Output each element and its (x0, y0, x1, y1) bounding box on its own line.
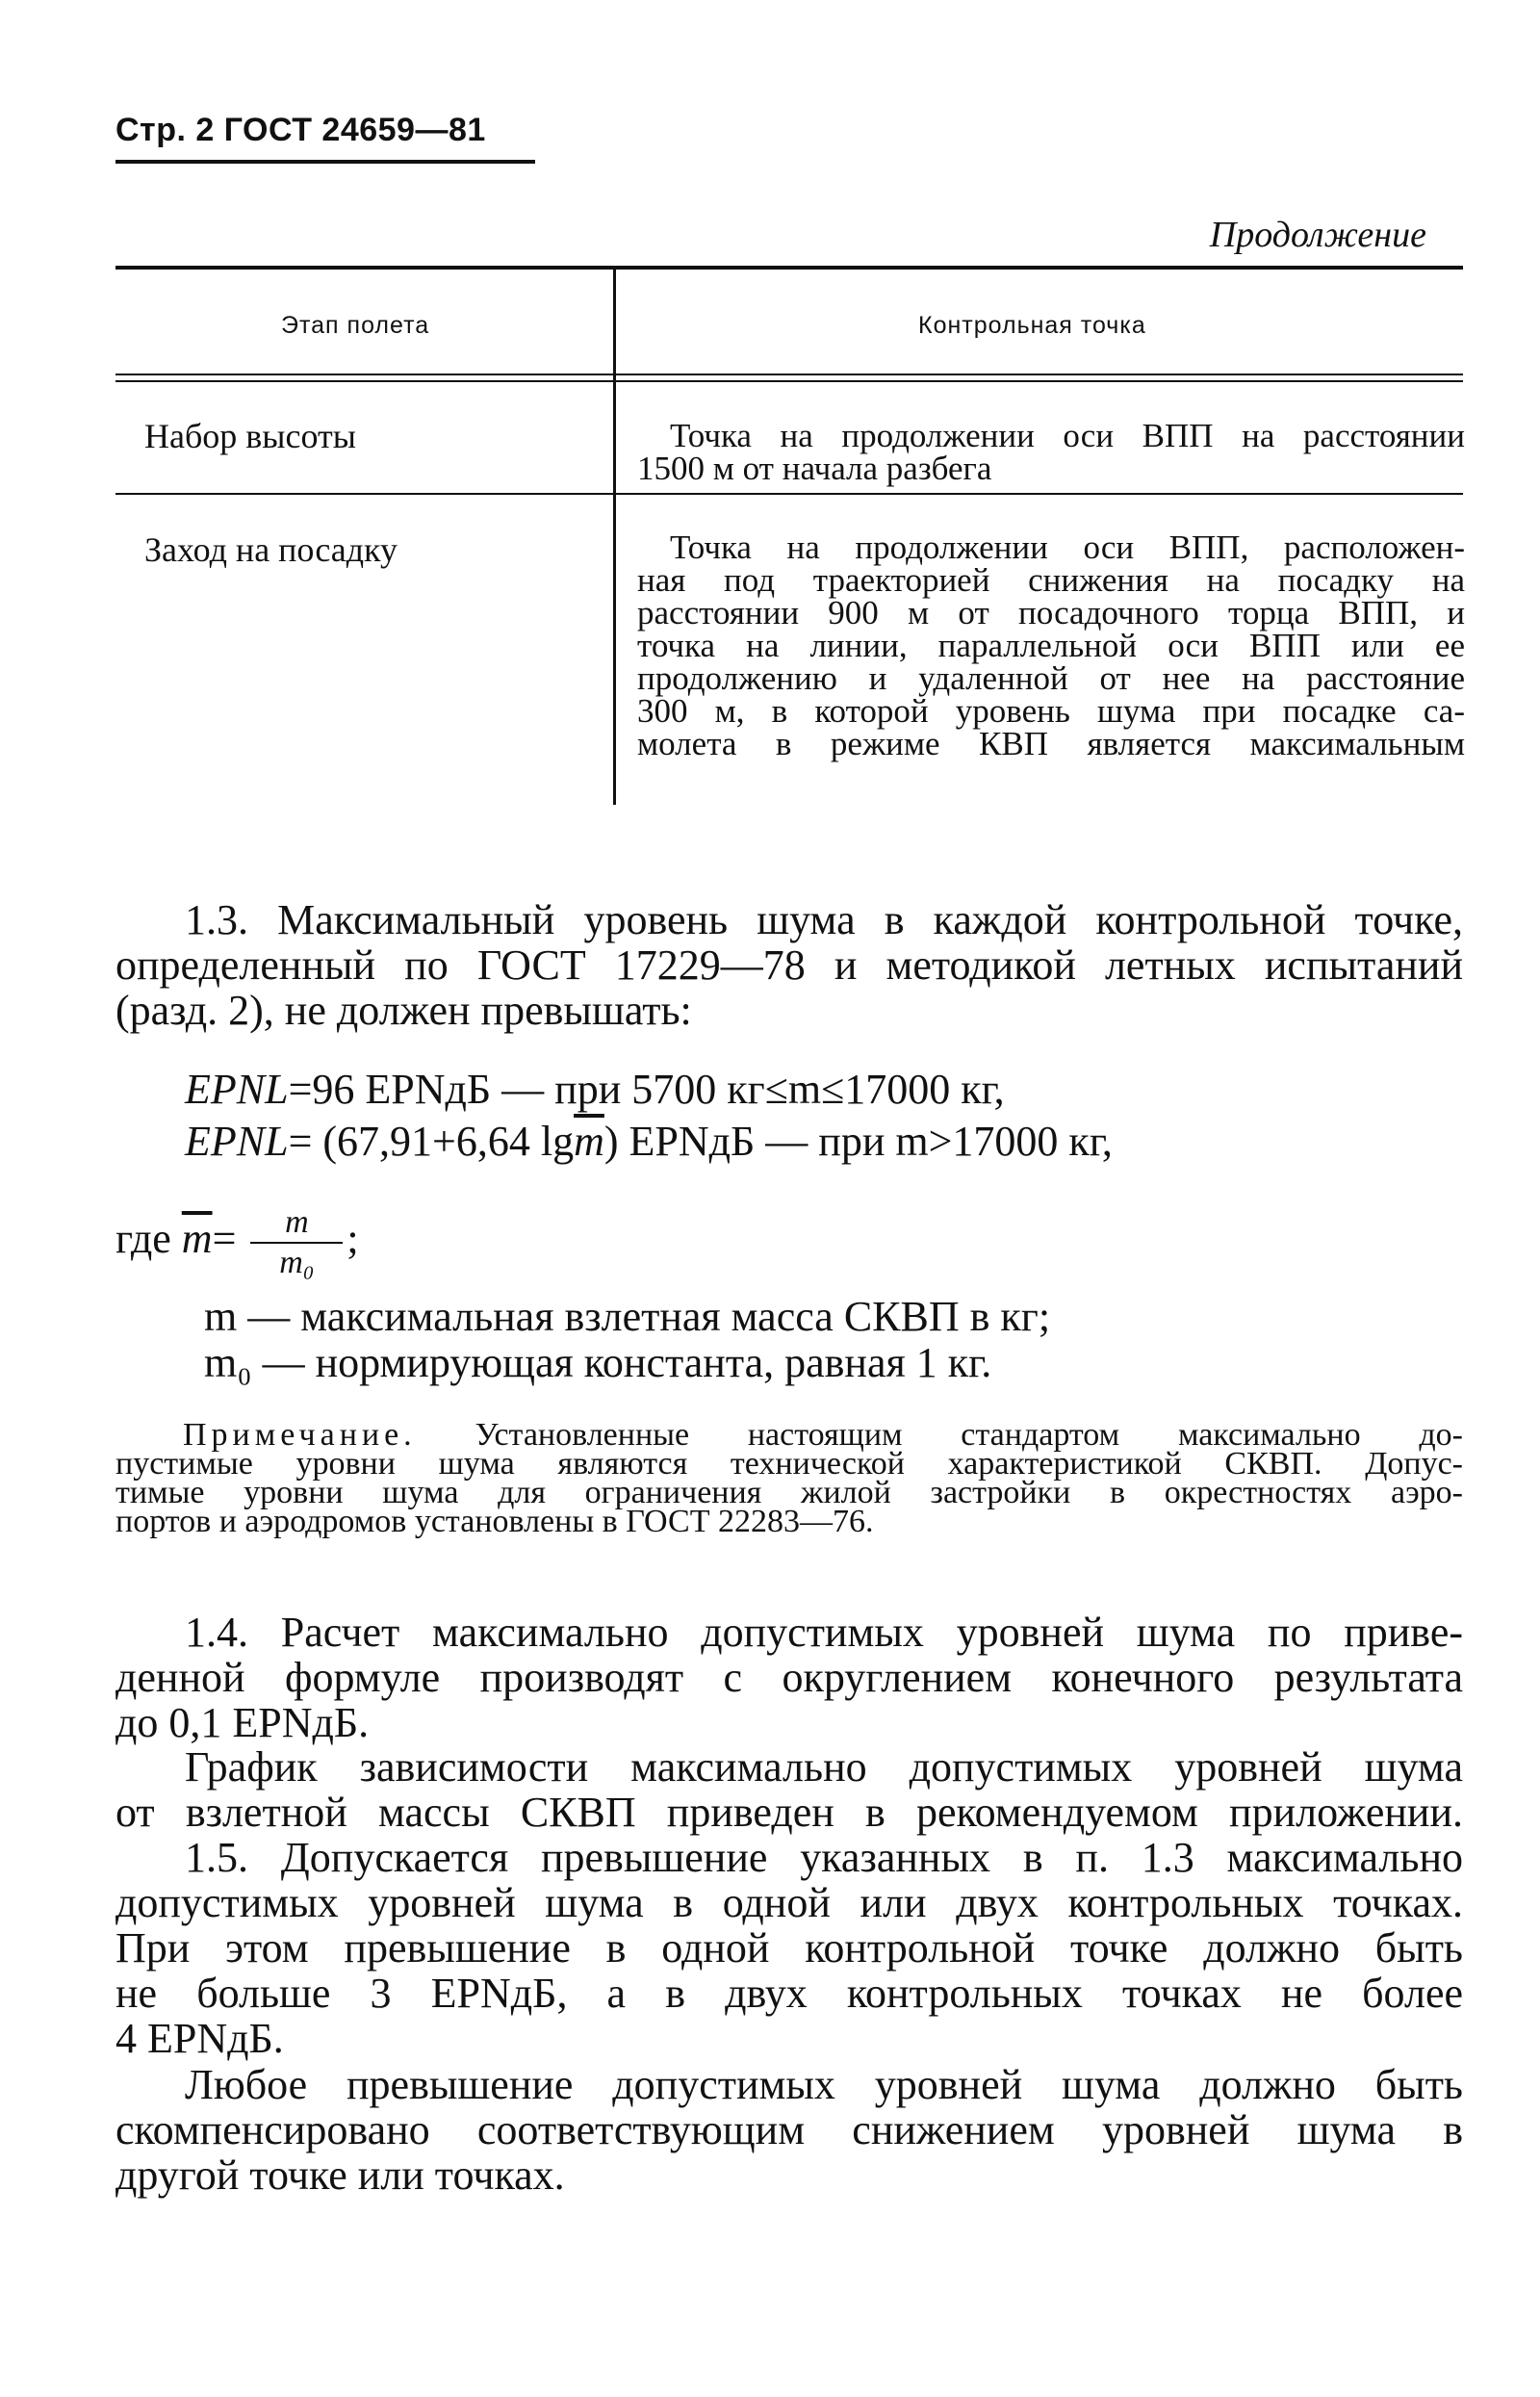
table-row-2-point-line: расстоянии 900 м от посадочного торца ВПП, и (637, 594, 1465, 631)
fraction-bar (250, 1242, 343, 1244)
paragraph-line: определенный по ГОСТ 17229—78 и методикой летных испытаний (116, 941, 1463, 989)
table-row-1-point-line: Точка на продолжении оси ВПП на расстоянии (670, 417, 1465, 454)
table-row-1-stage: Набор высоты (144, 417, 356, 455)
formula-1-lhs: EPNL (185, 1066, 289, 1113)
table-top-rule (116, 266, 1463, 270)
paragraph-line: При этом превышение в одной контрольной точке должно быть (116, 1924, 1463, 1972)
formula-2-mbar: $\overline{m}$ (574, 1118, 604, 1165)
semicolon: ; (346, 1215, 359, 1263)
table-row-2-stage: Заход на посадку (144, 530, 398, 569)
col-header-point: Контрольная точка (918, 312, 1146, 339)
table-row-divider (116, 493, 1463, 495)
table-row-1-point-line: 1500 м от начала разбега (637, 450, 992, 487)
paragraph-line: 1.4. Расчет максимально допустимых уровней шума по приве- (185, 1609, 1463, 1656)
equals-sign: = (212, 1215, 237, 1263)
note-line: тимые уровни шума для ограничения жилой застройки в окрестностях аэро- (116, 1475, 1463, 1510)
fraction-numerator: m (285, 1204, 309, 1240)
table-row-2-point-line: продолжению и удаленной от нее на расстояние (637, 659, 1465, 697)
paragraph-line: денной формуле производят с округлением конечного результата (116, 1654, 1463, 1701)
paragraph-line: от взлетной массы СКВП приведен в рекомендуемом приложении. (116, 1789, 1463, 1836)
paragraph-line: не больше 3 EPNдБ, а в двух контрольных точках не более (116, 1970, 1463, 2017)
table-column-divider (613, 270, 616, 805)
paragraph-line: Любое превышение допустимых уровней шума должно быть (185, 2061, 1463, 2108)
table-row-2-point-line: ная под траекторией снижения на посадку на (637, 561, 1465, 599)
paragraph-line: другой точке или точках. (116, 2152, 565, 2199)
paragraph-line: 1.5. Допускается превышение указанных в п. 1.3 максимально (185, 1834, 1463, 1881)
fraction (250, 1205, 343, 1280)
table-row-2-point (637, 528, 1465, 762)
paragraph-line: допустимых уровней шума в одной или двух контрольных точках. (116, 1879, 1463, 1926)
paragraph-1-3 (116, 897, 1463, 1033)
paragraph-line: до 0,1 EPNдБ. (116, 1699, 370, 1746)
paragraph-line: График зависимости максимально допустимых уровней шума (185, 1743, 1463, 1791)
header-double-rule-a (116, 374, 1463, 375)
paragraph-1-4 (116, 1610, 1463, 1745)
formula-1-rest: =96 EPNдБ — при 5700 кг≤m≤17000 кг, (288, 1066, 1005, 1113)
note-line: пустимые уровни шума являются технической характеристикой СКВП. Допус- (116, 1446, 1463, 1482)
paragraph-1-5 (116, 1835, 1463, 2061)
definition-mbar (116, 1205, 359, 1280)
col-header-stage: Этап полета (281, 312, 430, 339)
table-continuation-label: Продолжение (1209, 215, 1426, 255)
table-row-2-point-line: Точка на продолжении оси ВПП, расположен- (670, 528, 1465, 566)
formula-2-mid: = (67,91+6,64 lg (288, 1118, 575, 1165)
table-row-1-point (637, 417, 1465, 487)
paragraph-compensation (116, 2062, 1463, 2198)
paragraph-graph (116, 1744, 1463, 1835)
header-double-rule-b (116, 380, 1463, 382)
paragraph-line: скомпенсировано соответствующим снижением уровней шума в (116, 2106, 1463, 2153)
paragraph-line: (разд. 2), не должен превышать: (116, 987, 692, 1034)
table-row-2-point-line: 300 м, в которой уровень шума при посадке са- (637, 692, 1465, 730)
note-continuation (116, 1446, 1463, 1539)
paragraph-line: 4 EPNдБ. (116, 2015, 284, 2062)
note-label: Примечание. (183, 1417, 417, 1453)
table-row-2-point-line: точка на линии, параллельной оси ВПП или ее (637, 627, 1465, 664)
paragraph-line: 1.3. Максимальный уровень шума в каждой контрольной точке, (185, 896, 1463, 943)
page-header: Стр. 2 ГОСТ 24659—81 (116, 112, 486, 148)
header-underline (116, 160, 535, 164)
definition-m0: m₀ — нормирующая константа, равная 1 кг. (204, 1339, 992, 1386)
note-line: портов и аэродромов установлены в ГОСТ 22283—76. (116, 1504, 874, 1539)
formula-1 (185, 1067, 1005, 1113)
formula-2-lhs: EPNL (185, 1118, 289, 1165)
formula-2 (185, 1119, 1113, 1165)
formula-2-rest: ) EPNдБ — при m>17000 кг, (603, 1118, 1113, 1165)
note-first-text: Установленные настоящим стандартом максимально до- (475, 1417, 1464, 1453)
table-row-2-point-line: молета в режиме КВП является максимальным (637, 725, 1465, 762)
fraction-denominator: m₀ (279, 1245, 315, 1280)
mbar-symbol: $\overline{m}$ (181, 1215, 213, 1263)
where-word: где (116, 1215, 171, 1263)
definition-m: m — максимальная взлетная масса СКВП в кг; (204, 1293, 1051, 1340)
